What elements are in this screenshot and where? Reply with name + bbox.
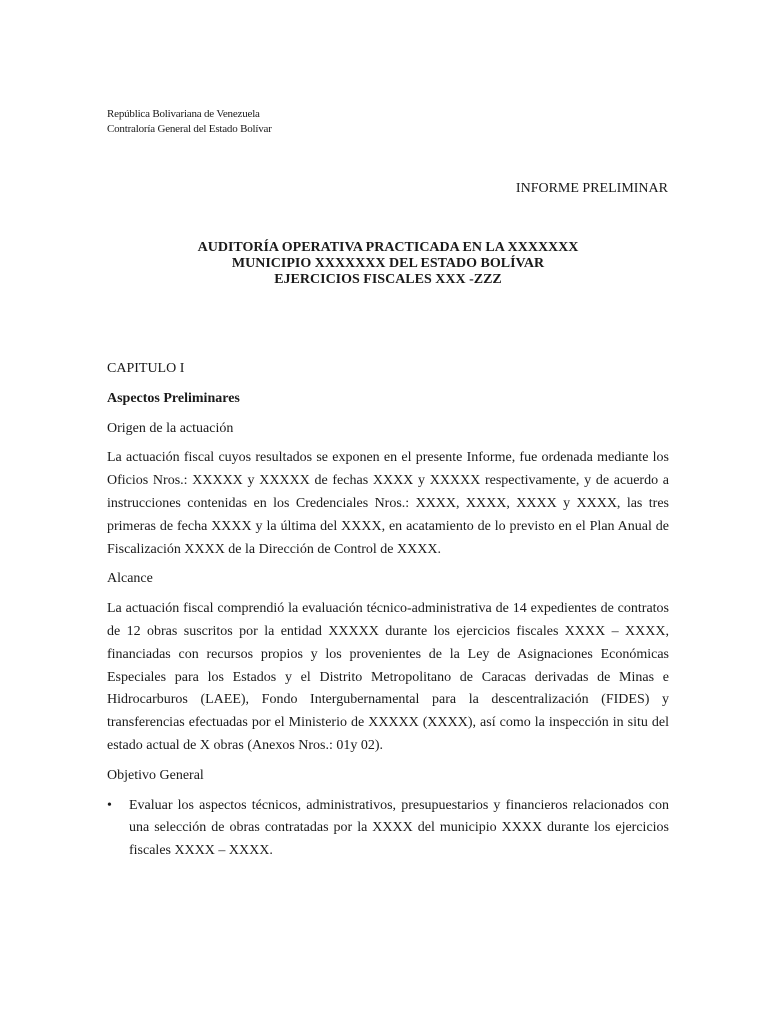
title-line-1: AUDITORÍA OPERATIVA PRACTICADA EN LA XXXXXXX xyxy=(197,240,579,255)
document-title xyxy=(107,240,669,288)
report-type-label: INFORME PRELIMINAR xyxy=(515,181,668,196)
title-line-3: EJERCICIOS FISCALES XXX -ZZZ xyxy=(274,272,502,287)
scope-heading: Alcance xyxy=(107,571,153,587)
section-heading: Aspectos Preliminares xyxy=(107,390,240,406)
origin-paragraph: La actuación fiscal cuyos resultados se exponen en el presente Informe, fue ordenada mediante los Oficios Nros.: XXXXX y XXXXX de fechas XXXX y XXXXX respectivamente, y de acuerdo a instrucciones contenidas en los Credenciales Nros.: XXXX, XXXX, XXXX y XXXX, las tres primeras de fecha XXXX y la última del XXXX, en acatamiento de lo previsto en el Plan Anual de Fiscalización XXXX de la Dirección de Control de XXXX. xyxy=(107,450,669,557)
issuer-line-republic: República Bolivariana de Venezuela xyxy=(107,108,260,120)
list-item xyxy=(107,795,669,863)
scope-paragraph: La actuación fiscal comprendió la evaluación técnico-administrativa de 14 expedientes de contratos de 12 obras suscritos por la entidad XXXXX durante los ejercicios fiscales XXXX – XXXX, financiadas con recursos propios y los provenientes de la Ley de Asignaciones Económicas Especiales para los Estados y el Distrito Metropolitano de Caracas derivadas de Minas e Hidrocarburos (LAEE), Fondo Intergubernamental para la descentralización (FIDES) y transferencias efectuadas por el Ministerio de XXXXX (XXXX), así como la inspección in situ del estado actual de X obras (Anexos Nros.: 01y 02). xyxy=(107,601,669,753)
issuer-line-contraloria: Contraloría General del Estado Bolívar xyxy=(107,123,272,135)
objective-bullet-text: Evaluar los aspectos técnicos, administrativos, presupuestarios y financieros relacionados con una selección de obras contratadas por la XXXX del municipio XXXX durante los ejercicios fiscales XXXX – XXXX. xyxy=(129,797,669,859)
document-body xyxy=(107,358,669,863)
chapter-heading: CAPITULO I xyxy=(107,361,185,376)
title-line-2: MUNICIPIO XXXXXXX DEL ESTADO BOLÍVAR xyxy=(231,256,545,271)
origin-heading: Origen de la actuación xyxy=(107,420,234,436)
issuer-header xyxy=(107,107,272,137)
bullet-icon: • xyxy=(107,797,112,813)
objective-heading: Objetivo General xyxy=(107,767,204,783)
